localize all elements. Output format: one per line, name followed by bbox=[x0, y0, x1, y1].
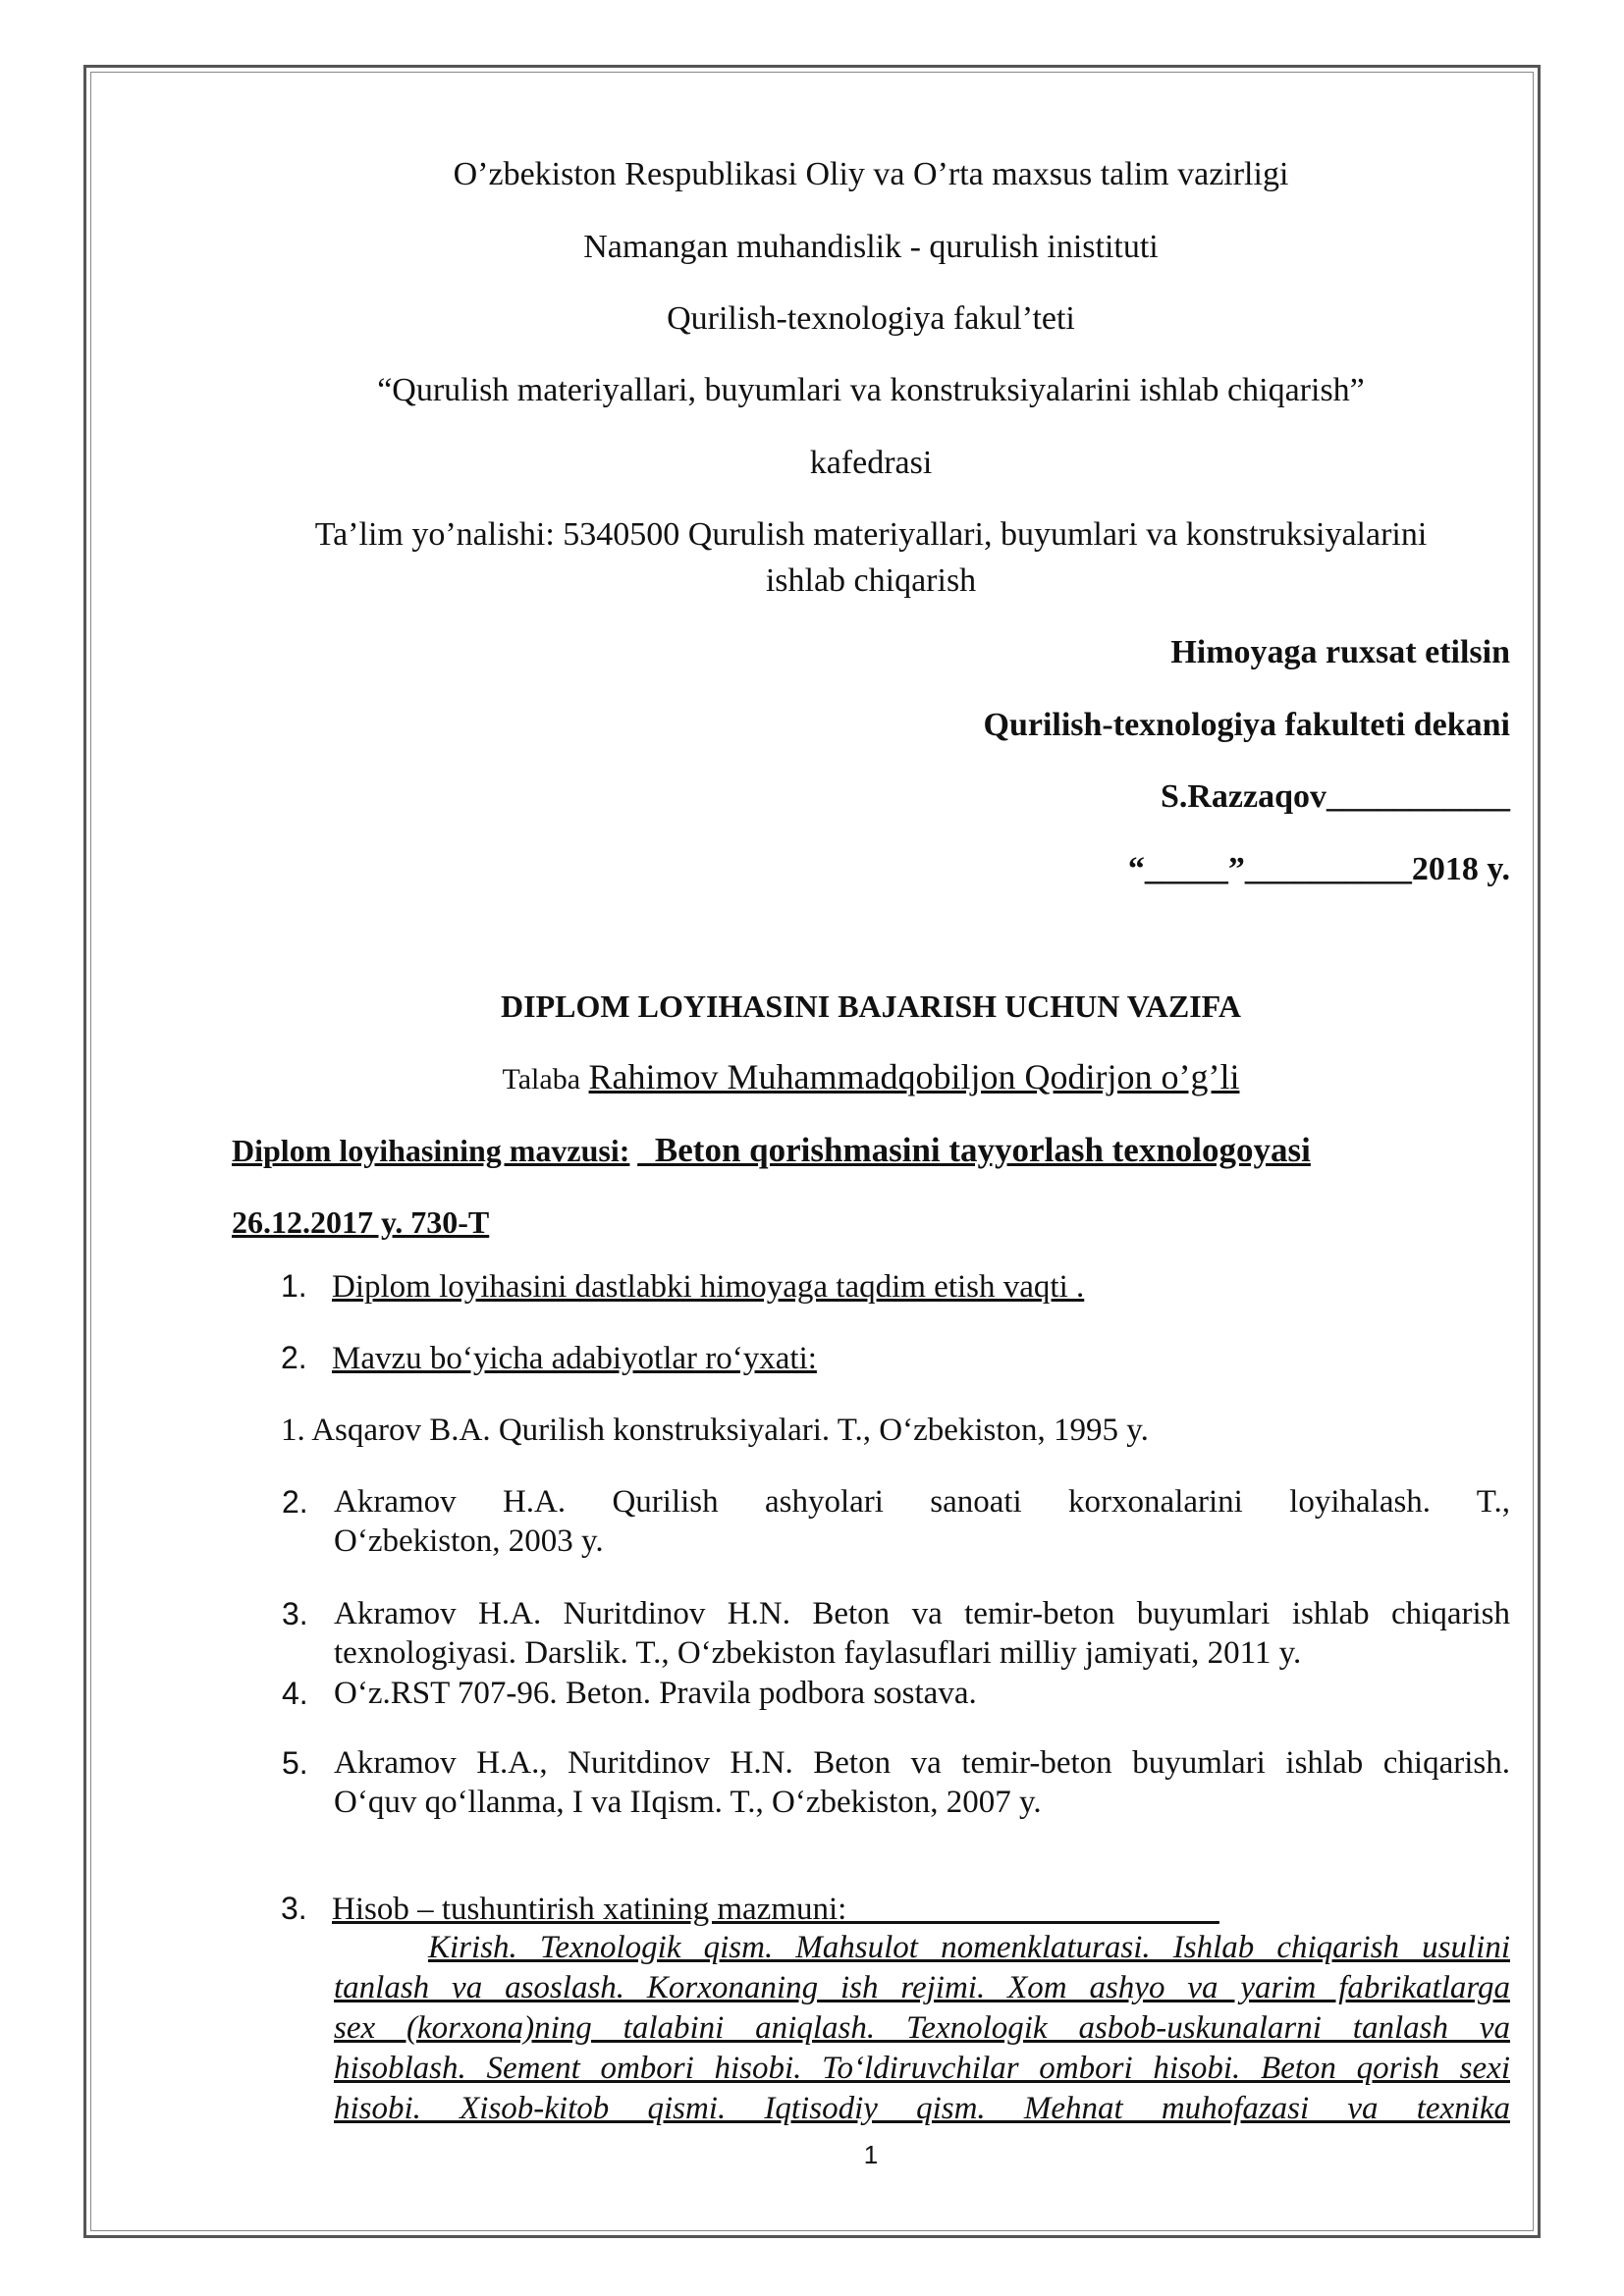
assignment-title: DIPLOM LOYIHASINI BAJARISH UCHUN VAZIFA bbox=[501, 988, 1241, 1024]
student-label: Talaba bbox=[502, 1063, 581, 1095]
department-suffix: kafedrasi bbox=[809, 445, 933, 481]
topic-value: _Beton qorishmasini tayyorlash texnologoyasi bbox=[637, 1131, 1311, 1169]
approval-line-2: Qurilish-texnologiya fakulteti dekani bbox=[983, 707, 1510, 743]
list-item: 1. Diplom loyihasini dastlabki himoyaga taqdim etish vaqti . bbox=[281, 1268, 1085, 1305]
faculty-line: Qurilish-texnologiya fakul’teti bbox=[667, 300, 1075, 337]
order-reference: 26.12.2017 y. 730-T bbox=[232, 1204, 490, 1240]
approval-line-1: Himoyaga ruxsat etilsin bbox=[1170, 634, 1510, 670]
direction-line-1: Ta’lim yo’nalishi: 5340500 Qurulish materiyallari, buyumlari va konstruksiyalarini bbox=[314, 516, 1428, 553]
reference-item: 1. Asqarov B.A. Qurilish konstruksiyalari. T., O‘zbekiston, 1995 y. bbox=[281, 1413, 1149, 1448]
institute-line: Namangan muhandislik - qurulish inistituti bbox=[583, 229, 1159, 265]
section-3-heading: 3. Hisob – tushuntirish xatining mazmuni:_______________________ bbox=[281, 1891, 1219, 1927]
approval-signature: S.Razzaqov___________ bbox=[1160, 778, 1510, 815]
page-number: 1 bbox=[863, 2140, 879, 2169]
student-name: Rahimov Muhammadqobiljon Qodirjon o’g’li bbox=[588, 1057, 1240, 1096]
direction-line-2: ishlab chiqarish bbox=[765, 562, 977, 599]
topic-line bbox=[232, 1131, 1311, 1170]
approval-date: “_____”__________2018 y. bbox=[1127, 851, 1510, 887]
topic-label: Diplom loyihasining mavzusi: bbox=[232, 1133, 630, 1168]
student-line bbox=[232, 1057, 1510, 1099]
ministry-line: O’zbekiston Respublikasi Oliy va O’rta maxsus talim vazirligi bbox=[453, 156, 1289, 192]
department-line: “Qurulish materiyallari, buyumlari va konstruksiyalarini ishlab chiqarish” bbox=[377, 372, 1365, 408]
list-item: 2. Mavzu bo‘yicha adabiyotlar ro‘yxati: bbox=[281, 1340, 817, 1376]
